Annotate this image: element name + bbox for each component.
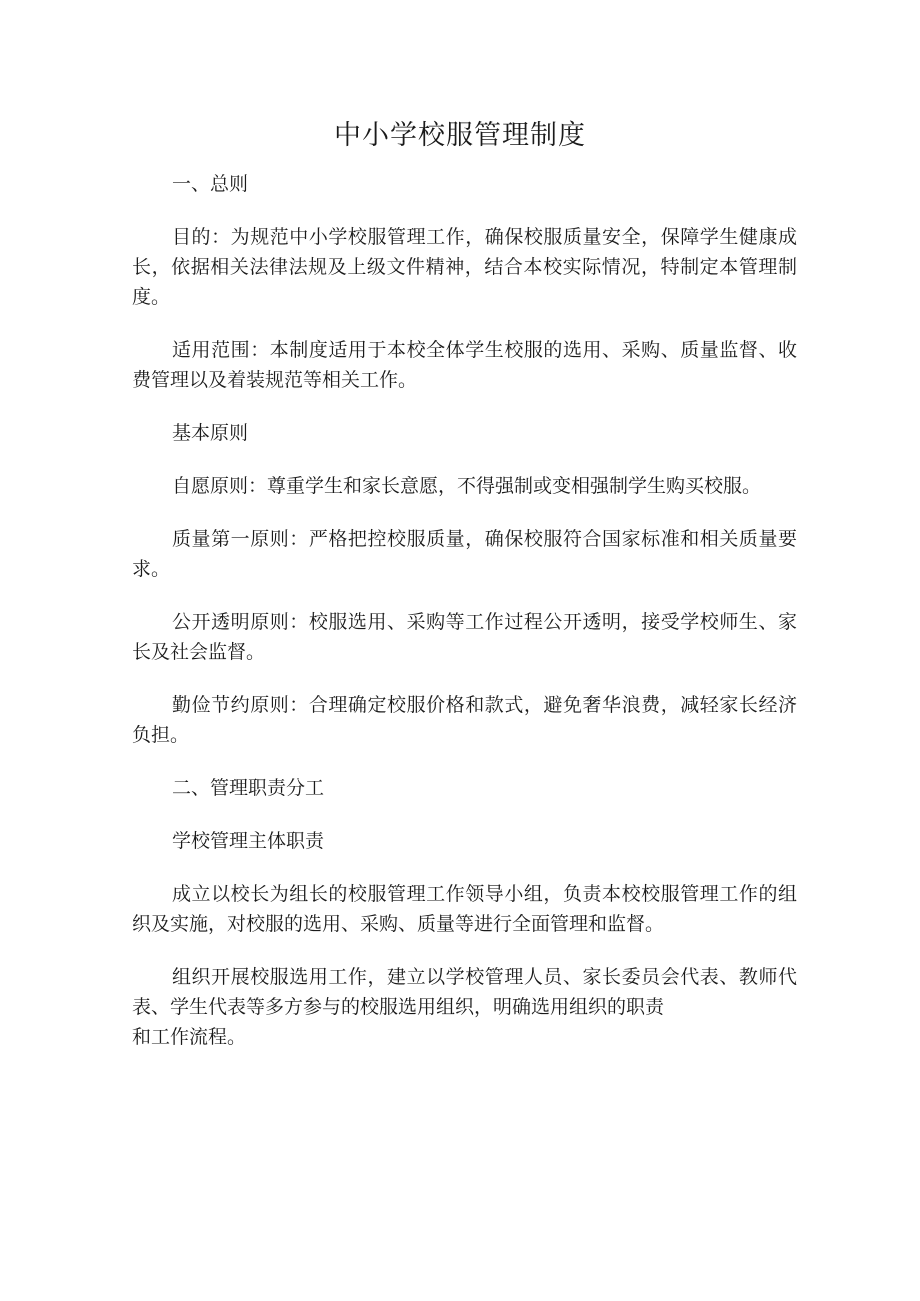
paragraph-selection-organization-tail: 和工作流程。: [132, 1026, 247, 1048]
paragraph-voluntary-principle: 自愿原则：尊重学生和家长意愿，不得强制或变相强制学生购买校服。: [172, 475, 762, 497]
section-heading-general: 一、总则: [172, 173, 249, 195]
paragraph-leadership-group: 成立以校长为组长的校服管理工作领导小组，负责本校校服管理工作的组织及实施，对校服的选用、采购、质量等进行全面管理和监督。: [132, 883, 797, 935]
subheading-basic-principles: 基本原则: [172, 422, 249, 444]
paragraph-frugality-principle: 勤俭节约原则：合理确定校服价格和款式，避免奢华浪费，减轻家长经济负担。: [132, 694, 797, 746]
paragraph-purpose: 目的：为规范中小学校服管理工作，确保校服质量安全，保障学生健康成长，依据相关法律法规及上级文件精神，结合本校实际情况，特制定本管理制度。: [132, 226, 797, 308]
paragraph-transparency-principle: 公开透明原则：校服选用、采购等工作过程公开透明，接受学校师生、家长及社会监督。: [132, 611, 797, 663]
section-heading-responsibilities: 二、管理职责分工: [172, 777, 325, 799]
document-title: 中小学校服管理制度: [334, 120, 586, 151]
paragraph-selection-organization: 组织开展校服选用工作，建立以学校管理人员、家长委员会代表、教师代表、学生代表等多方参与的校服选用组织，明确选用组织的职责: [132, 966, 797, 1018]
paragraph-scope: 适用范围：本制度适用于本校全体学生校服的选用、采购、质量监督、收费管理以及着装规范等相关工作。: [132, 339, 797, 391]
subheading-school-duties: 学校管理主体职责: [172, 830, 325, 852]
paragraph-quality-principle: 质量第一原则：严格把控校服质量，确保校服符合国家标准和相关质量要求。: [132, 528, 797, 580]
document-body: [132, 169, 797, 1052]
